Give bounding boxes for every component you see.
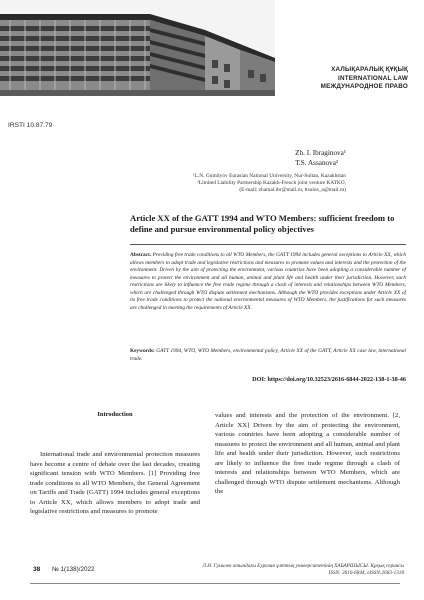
body-paragraph: International trade and environmental protection measures have become a centre of debate over the last decades, creating significant tension with WTO Members. [1] Providing free trade conditions to all WTO Members, the General Agreement on Tariffs and Trade (GATT) 1994 includes general exceptions to Article XX, which allows members to adopt trade and legislative restrictions and measures to promote xyxy=(30,451,200,515)
abstract-label: Abstract. xyxy=(130,252,152,258)
journal-title-english: INTERNATIONAL LAW xyxy=(338,74,408,82)
author-name: Zh. I. Ibraginova¹ xyxy=(295,149,346,157)
author-name: T.S. Assanova² xyxy=(295,159,339,167)
author-list xyxy=(295,148,346,168)
body-column-right xyxy=(215,411,400,497)
university-building-logo xyxy=(0,0,275,96)
page-number: 38 xyxy=(33,566,41,573)
footer-divider xyxy=(30,583,400,584)
body-paragraph: values and interests and the protection of the environment. [2, Article XX] Driven by the aim of protecting the environment, various countries have been adopting a considerable number of measures to protect the environment and all human, animal and plant life and health under their jurisdiction. However, such restrictions are likely to influence the free trade regime through a clash of interests and relationships between WTO Members, which are challenged through WTO dispute settlement mechanisms. Although the xyxy=(215,412,400,495)
body-column-left xyxy=(30,411,200,517)
journal-footer-issn: ISSN: 2616-6844, eISSN:2663-1318 xyxy=(328,570,404,576)
affiliation-email: (E-mail: zhamal.ibr@mail.ru, ttsulos_a@mail.ru) xyxy=(239,187,346,194)
affiliations xyxy=(193,173,346,195)
abstract xyxy=(130,252,406,312)
irsti-code: IRSTI 10.87.79 xyxy=(8,122,53,129)
section-heading-introduction: Introduction xyxy=(97,411,133,418)
journal-title-russian: МЕЖДУНАРОДНОЕ ПРАВО xyxy=(320,83,408,91)
keywords xyxy=(130,348,406,363)
header xyxy=(0,0,424,96)
keywords-label: Keywords: xyxy=(130,348,155,354)
journal-title-kazakh: ХАЛЫҚАРАЛЫҚ ҚҰҚЫҚ xyxy=(331,66,408,73)
abstract-text: Providing free trade conditions to all WTO Members, the GATT 1994 includes general exceptions to Article XX, which allows members to adopt trade and legislative restrictions and measures to promote values and interests and the protection of the environment. Driven by the aim of protecting the environment, various countries have been adopting a considerable number of measures to protect the environment and all human, animal and plant life and health under their jurisdiction. However, such restrictions are likely to influence the free trade regime through a clash of interests and relationships between WTO Members, which are challenged through WTO dispute settlement mechanisms. Although the WTO provides exceptions under Article XX of its free trade conditions to protect the national environmental measures of WTO Members, the justifications for such measures are challenged in meeting the requirements of Article XX. xyxy=(130,252,406,311)
doi-link[interactable]: DOI: https://doi.org/10.32523/2616-6844-2022-138-1-38-46 xyxy=(252,376,406,383)
journal-footer-name: Л.Н. Гумилев атындағы Еуразия ұлттық университетінің ХАБАРШЫСЫ. Құқық сериясы xyxy=(202,563,404,569)
title-divider xyxy=(130,244,406,245)
journal-section-title xyxy=(321,66,408,92)
affiliation-line: ¹L.N. Gumilyov Eurasian National University, Nur-Sultan, Kazakhstan xyxy=(193,173,346,179)
issue-number: № 1(138)/2022 xyxy=(52,566,95,573)
article-title: Article XX of the GATT 1994 and WTO Members: sufficient freedom to define and pursue environmental policy objectives xyxy=(130,213,395,234)
affiliation-line: ²Limited Liability Partnership Kazakh-French joint venture KATKO, xyxy=(197,180,346,187)
journal-footer-info xyxy=(202,563,404,577)
keywords-text: GATT 1994, WTO, WTO Members, environmental policy, Article XX of the GATT, Article XX case law, international trade. xyxy=(130,348,406,362)
